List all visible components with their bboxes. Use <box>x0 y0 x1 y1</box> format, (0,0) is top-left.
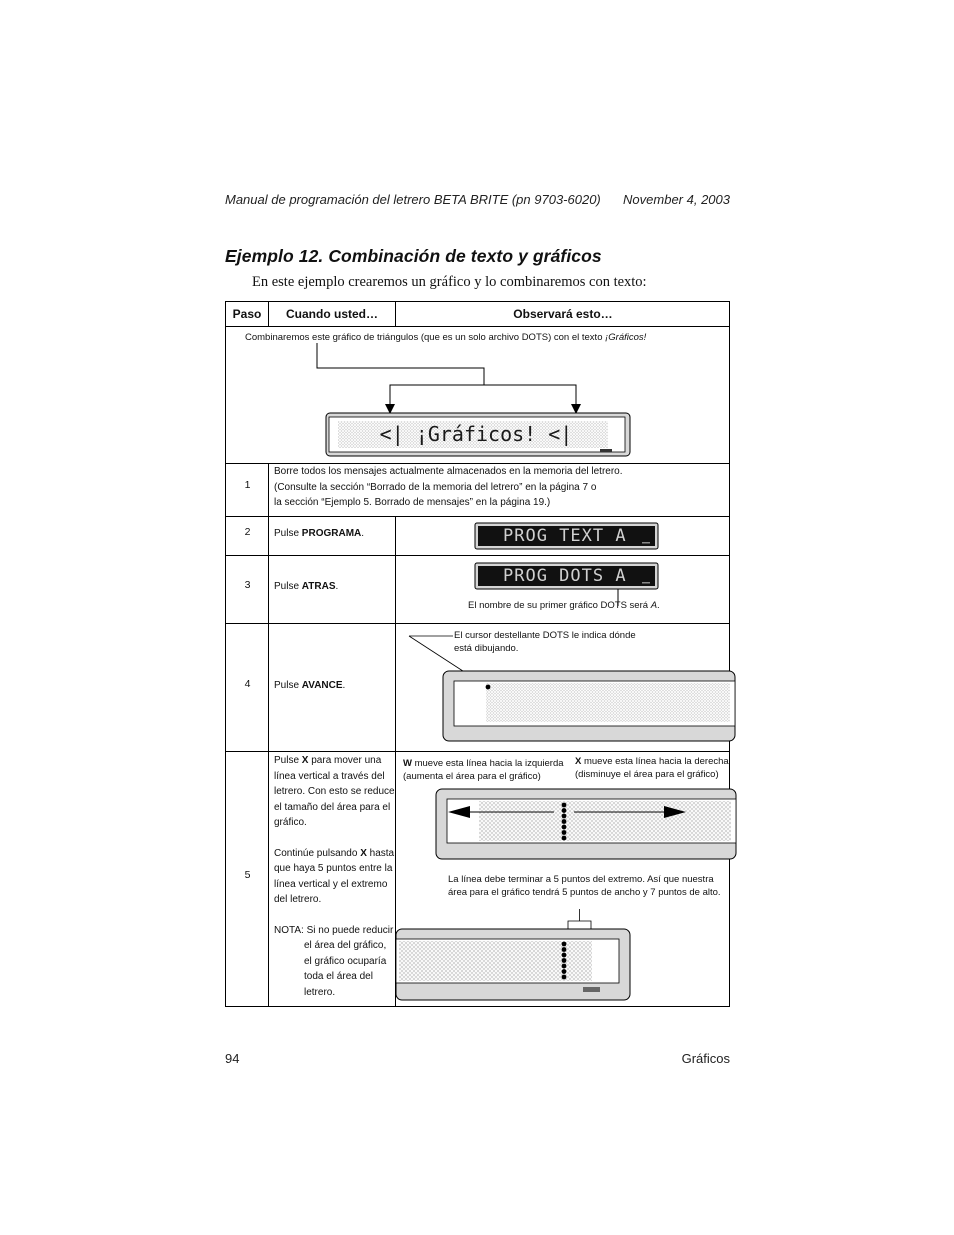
key-x: X <box>360 847 367 859</box>
intro-sign-illustration <box>226 326 731 463</box>
step2-instruction: Pulse PROGRAMA. <box>274 528 365 539</box>
intro-sign-text: <| ¡Gráficos! <| <box>379 422 573 446</box>
step3-instruction: Pulse ATRAS. <box>274 581 339 592</box>
footer-section: Gráficos <box>681 1051 730 1066</box>
step3-caption: El nombre de su primer gráfico DOTS será A. <box>468 600 660 611</box>
grid-line <box>268 463 269 1007</box>
step-number: 1 <box>244 479 251 491</box>
note-first-line: NOTA: Si no puede reducir <box>274 924 394 936</box>
grid-line <box>226 516 729 517</box>
key-avance: AVANCE <box>301 680 343 691</box>
grid-line <box>226 555 729 556</box>
intro-row-text: Combinaremos este gráfico de triángulos (que es un solo archivo DOTS) con el texto ¡Gráficos! <box>245 332 647 343</box>
final-caption: La línea debe terminar a 5 puntos del extremo. Así que nuestra área para el gráfico tendrá 5 puntos de ancho y 7 puntos de alto. <box>448 874 721 898</box>
header-when: Cuando usted… <box>286 307 378 321</box>
page-number: 94 <box>225 1051 240 1066</box>
cursor-callout: El cursor destellante DOTS le indica dónde está dibujando. <box>454 630 636 654</box>
intro-paragraph: En este ejemplo crearemos un gráfico y lo combinaremos con texto: <box>252 274 647 290</box>
header-observe: Observará esto… <box>513 307 613 321</box>
display-text: PROG DOTS A <box>503 566 627 586</box>
display-text: PROG TEXT A <box>503 526 627 546</box>
x-key-caption: X mueve esta línea hacia la derecha (disminuye el área para el gráfico) <box>575 756 729 780</box>
key-programa: PROGRAMA <box>301 528 362 539</box>
step-number: 5 <box>244 869 251 881</box>
sign-cursor-illustration <box>396 623 730 751</box>
step-number: 2 <box>244 526 251 538</box>
step-number: 4 <box>244 678 251 690</box>
key-x: X <box>301 755 309 766</box>
intro-row-emphasis: ¡Gráficos! <box>605 332 647 343</box>
header-step: Paso <box>232 307 262 321</box>
step1-instructions: Borre todos los mensajes actualmente almacenados en la memoria del letrero. (Consulte la sección “Borrado de la memoria del letrero” en la página 7 o la sección “Ejemplo 5. Borrado de mensajes” en la página 19.) <box>274 466 623 508</box>
running-header-date: November 4, 2003 <box>623 192 730 207</box>
key-atras: ATRAS <box>301 581 336 592</box>
step5-instructions: Pulse X para mover una línea vertical a través del letrero. Con esto se reduce el tamaño del área para el gráfico. Continúe pulsando X hasta que haya 5 puntos entre la línea vertical y el extremo del letrero. NOTA: Si no puede reducir el área del gráfico, el gráfico ocuparía toda el área del letrero. <box>274 755 395 998</box>
display-prog-text <box>475 523 658 549</box>
blinking-cursor-dot <box>486 685 491 690</box>
step4-instruction: Pulse AVANCE. <box>274 680 346 691</box>
running-header-title: Manual de programación del letrero BETA BRITE (pn 9703-6020) <box>225 192 601 207</box>
section-title: Ejemplo 12. Combinación de texto y gráficos <box>225 246 602 266</box>
step-number: 3 <box>244 579 251 591</box>
key-x: X <box>575 756 582 767</box>
key-w: W <box>403 758 412 769</box>
w-key-caption: W mueve esta línea hacia la izquierda (aumenta el área para el gráfico) <box>403 758 564 782</box>
steps-table <box>225 301 730 1007</box>
